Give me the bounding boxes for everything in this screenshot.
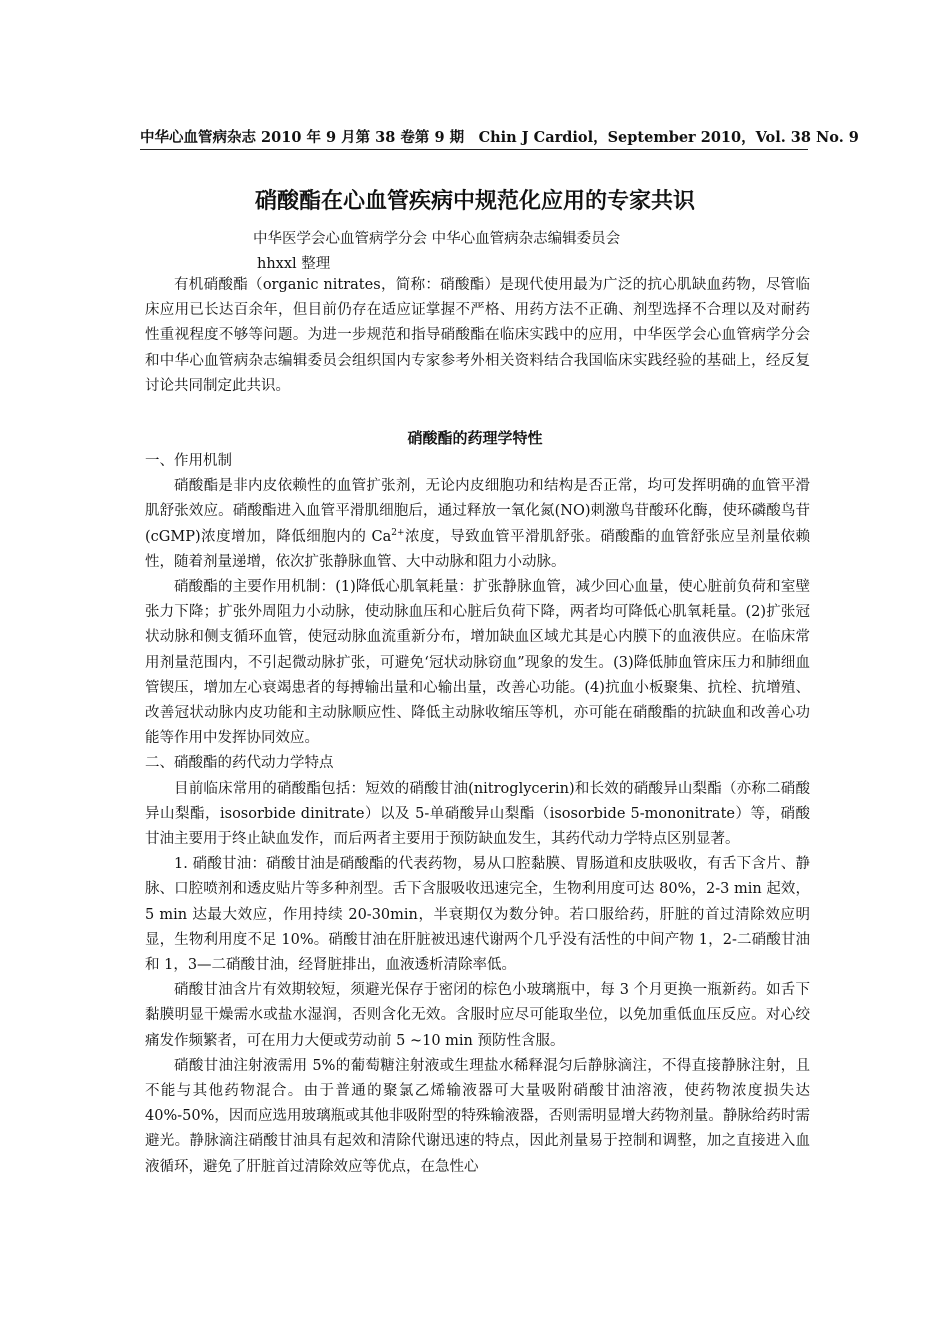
paragraph-tablet-storage: 硝酸甘油含片有效期较短，须避光保存于密闭的棕色小玻璃瓶中，每 3 个月更换一瓶新药。如舌下黏膜明显干燥需水或盐水湿润，否则含化无效。含服时应尽可能取坐位，以免加重低血压反应。对心绞痛发作频繁者，可在用力大便或劳动前 5 ~10 min 预防性含服。	[145, 982, 810, 1049]
paragraph-nitroglycerin: 1. 硝酸甘油：硝酸甘油是硝酸酯的代表药物，易从口腔黏膜、胃肠道和皮肤吸收，有舌下含片、静脉、口腔喷剂和透皮贴片等多种剂型。舌下含服吸收迅速完全，生物利用度可达 80%，2-3 min 起效，5 min 达最大效应，作用持续 20-30min，半衰期仅为数分钟。若口服给药，肝脏的首过清除效应明显，生物利用度不足 10%。硝酸甘油在肝脏被迅速代谢两个几乎没有活性的中间产物 1，2-二硝酸甘油和 1，3—二硝酸甘油，经肾脏排出，血液透析清除率低。	[145, 856, 810, 974]
paragraph-mechanism-text-b: 浓度，导致血管平滑肌舒张。硝酸酯的血管舒张应呈剂量依赖性，随着剂量递增，依次扩张静脉血管、大中动脉和阻力小动脉。	[145, 528, 811, 570]
intro-block	[145, 273, 810, 399]
article-title: 硝酸酯在心血管疾病中规范化应用的专家共识	[254, 188, 695, 214]
authors: 中华医学会心血管病学分会 中华心血管病杂志编辑委员会	[253, 231, 621, 247]
section-heading: 硝酸酯的药理学特性	[407, 429, 543, 447]
ca-superscript: 2+	[391, 527, 405, 538]
header-rule	[140, 149, 808, 150]
paragraph-nitrate-types: 目前临床常用的硝酸酯包括：短效的硝酸甘油(nitroglycerin)和长效的硝酸异山梨酯（亦称二硝酸异山梨酯，isosorbide dinitrate）以及 5-单硝酸异山梨酯（isosorbide 5-mononitrate）等，硝酸甘油主要用于终止缺血发作，而后两者主要用于预防缺血发生，其药代动力学特点区别显著。	[145, 780, 810, 848]
paragraph-mechanism-text-a: 硝酸酯是非内皮依赖性的血管扩张剂，无论内皮细胞功和结构是否正常，均可发挥明确的血管平滑肌舒张效应。硝酸酯进入血管平滑肌细胞后，通过释放一氧化氮(NO)刺激鸟苷酸环化酶，使环磷酸鸟苷(cGMP)浓度增加，降低细胞内的 Ca	[145, 478, 810, 545]
subheading-mechanism: 一、作用机制	[145, 453, 232, 469]
intro-paragraph: 有机硝酸酯（organic nitrates，简称：硝酸酯）是现代使用最为广泛的抗心肌缺血药物，尽管临床应用已长达百余年，但目前仍存在适应证掌握不严格、用药方法不正确、剂型选择不合理以及对耐药性重视程度不够等问题。为进一步规范和指导硝酸酯在临床实践中的应用，中华医学会心血管病学分会和中华心血管病杂志编辑委员会组织国内专家参考外相关资料结合我国临床实践经验的基础上，经反复讨论共同制定此共识。	[145, 277, 810, 394]
paragraph-main-mechanism: 硝酸酯的主要作用机制：(1)降低心肌氧耗量：扩张静脉血管，减少回心血量，使心脏前负荷和室壁张力下降；扩张外周阻力小动脉，使动脉血压和心脏后负荷下降，两者均可降低心肌氧耗量。(2)扩张冠状动脉和侧支循环血管，使冠动脉血流重新分布，增加缺血区域尤其是心内膜下的血液供应。在临床常用剂量范围内，不引起微动脉扩张，可避免‘冠状动脉窃血”现象的发生。(3)降低肺血管床压力和肺细血管锲压，增加左心衰竭患者的每搏输出量和心输出量，改善心功能。(4)抗血小板聚集、抗栓、抗增殖、改善冠状动脉内皮功能和主动脉顺应性、降低主动脉收缩压等机，亦可能在硝酸酯的抗缺血和改善心功能等作用中发挥协同效应。	[145, 579, 810, 747]
main-body	[145, 449, 810, 1180]
paragraph-mechanism	[145, 474, 810, 575]
subheading-pharmacokinetics: 二、硝酸酯的药代动力学特点	[145, 755, 334, 772]
organizer: hhxxl 整理	[257, 256, 331, 272]
paragraph-injection: 硝酸甘油注射液需用 5%的葡萄糖注射液或生理盐水稀释混匀后静脉滴注，不得直接静脉注射，且不能与其他药物混合。由于普通的聚氯乙烯输液器可大量吸附硝酸甘油溶液，使药物浓度损失达 40%-50%，因而应选用玻璃瓶或其他非吸附型的特殊输液器，否则需明显增大药物剂量。静脉给药时需避光。静脉滴注硝酸甘油具有起效和清除代谢迅速的特点，因此剂量易于控制和调整，加之直接进入血液循环，避免了肝脏首过清除效应等优点，在急性心	[145, 1057, 810, 1175]
journal-header: 中华心血管病杂志 2010 年 9 月第 38 卷第 9 期 Chin J Cardiol，September 2010，Vol. 38 No. 9	[140, 129, 859, 146]
